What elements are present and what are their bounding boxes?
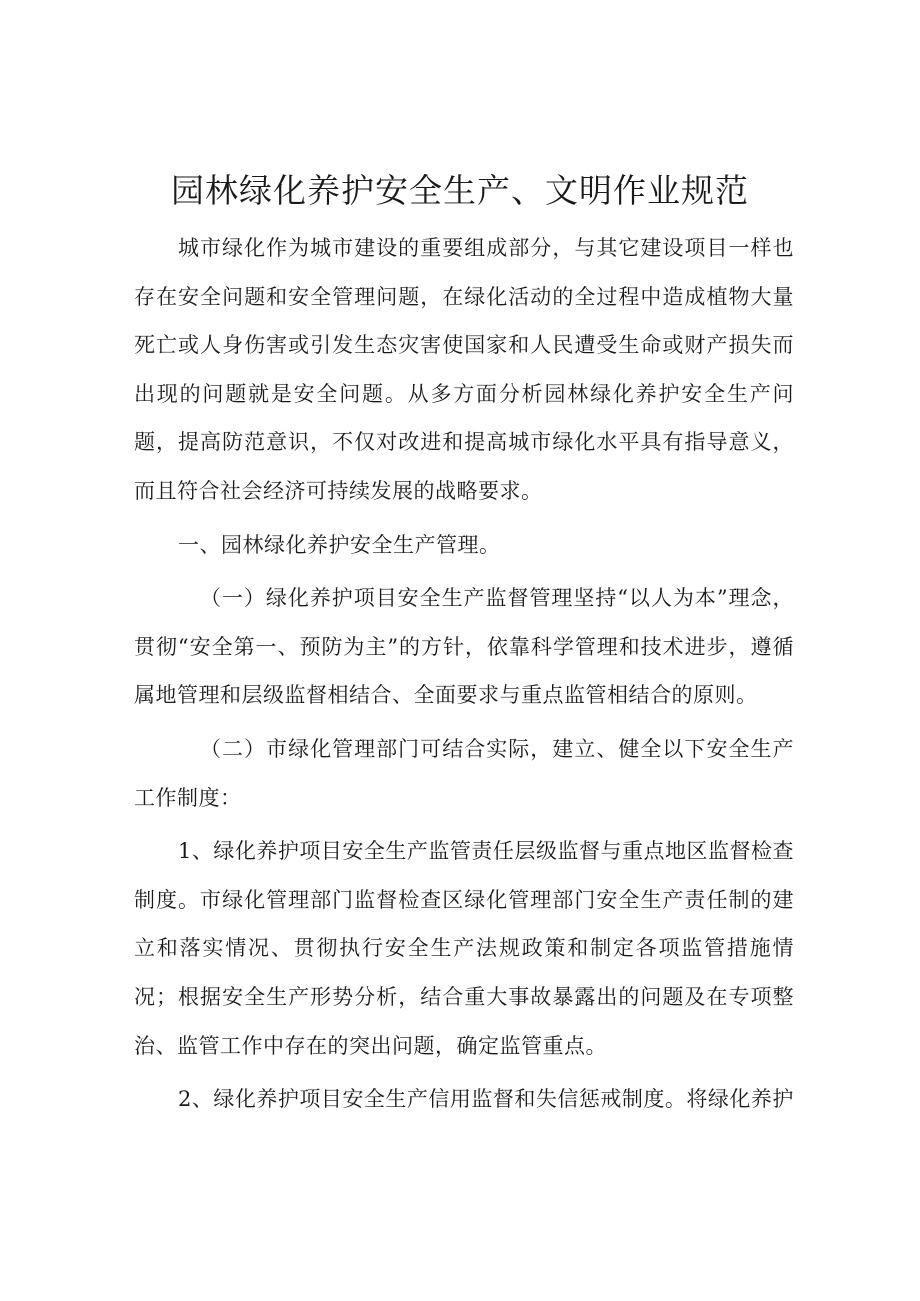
- document-body: [134, 224, 794, 1124]
- paragraph-subsection-2: （二）市绿化管理部门可结合实际，建立、健全以下安全生产工作制度：: [134, 736, 794, 810]
- paragraph-intro: 城市绿化作为城市建设的重要组成部分，与其它建设项目一样也存在安全问题和安全管理问题，在绿化活动的全过程中造成植物大量死亡或人身伤害或引发生态灾害使国家和人民遭受生命或财产损失而出现的问题就是安全问题。从多方面分析园林绿化养护安全生产问题，提高防范意识，不仅对改进和提高城市绿化水平具有指导意义，而且符合社会经济可持续发展的战略要求。: [134, 236, 794, 503]
- paragraph-item-2: 2、绿化养护项目安全生产信用监督和失信惩戒制度。将绿化养护: [178, 1087, 794, 1112]
- document-title: 园林绿化养护安全生产、文明作业规范: [171, 171, 749, 210]
- paragraph-item-1: 1、绿化养护项目安全生产监管责任层级监督与重点地区监督检查制度。市绿化管理部门监督检查区绿化管理部门安全生产责任制的建立和落实情况、贯彻执行安全生产法规政策和制定各项监管措施情况；根据安全生产形势分析，结合重大事故暴露出的问题及在专项整治、监管工作中存在的突出问题，确定监管重点。: [134, 839, 794, 1058]
- section-heading-1: 一、园林绿化养护安全生产管理。: [178, 532, 501, 557]
- paragraph-subsection-1: （一）绿化养护项目安全生产监督管理坚持“以人为本”理念，贯彻“安全第一、预防为主”的方针，依靠科学管理和技术进步，遵循属地管理和层级监督相结合、全面要求与重点监管相结合的原则。: [134, 586, 794, 708]
